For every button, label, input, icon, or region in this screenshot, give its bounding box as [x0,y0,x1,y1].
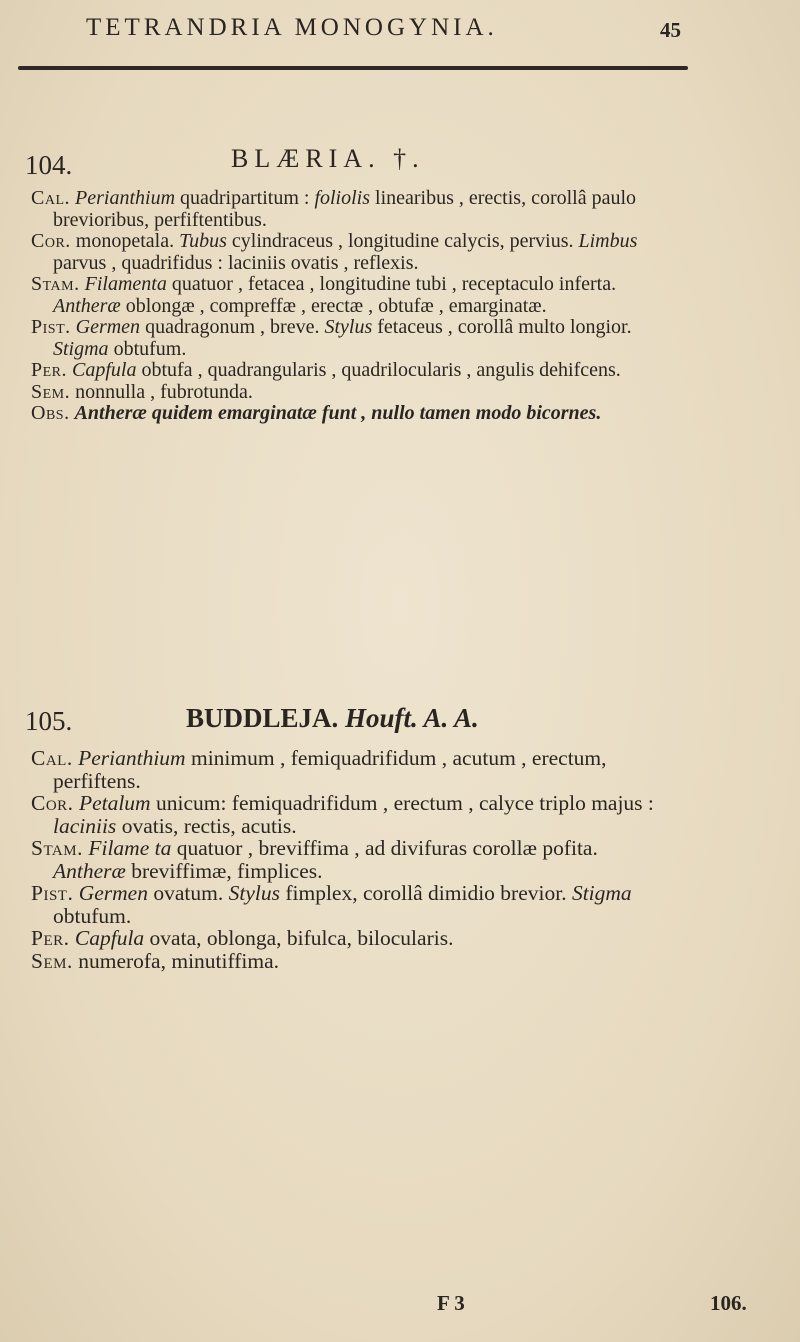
entry-text: obtufum. [53,903,132,928]
entry-label: Sem. [31,948,73,973]
entry-label: Cal. [31,187,71,209]
signature-mark: F 3 [437,1291,465,1315]
entry-text: obtufa , quadrangularis , quadrilocularis , angulis dehifcens. [136,359,621,381]
entry-text: breviffimæ, fimplices. [125,858,323,883]
entry-text: numerofa, minutiffima. [78,948,280,973]
entry-cal [31,747,671,792]
entry-text: Limbus [578,230,638,252]
entry-label: Stam. [31,836,83,860]
entry-text: Capfula [72,359,137,381]
entry-text: quatuor , fetacea , longitudine tubi , receptaculo inferta. [166,273,617,295]
entry-label: Sem. [31,380,71,403]
genus-name-blaeria: BLÆRIA. †. [231,144,425,173]
genus-number-104: 104. [25,150,73,180]
entry-text: ovata, oblonga, bifulca, bilocularis. [144,926,454,950]
entry-text: cylindraceus , longitudine calycis, pervius. [226,230,579,252]
entry-text: oblongæ , compreffæ , erectæ , obtufæ , emarginatæ. [120,294,547,317]
entry-text: Filamenta [84,273,167,295]
entry-text: minimum , femiquadrifidum , acutum , erectum, perfiftens. [53,746,607,793]
entry-label: Pist. [31,881,74,905]
genus-number-105: 105. [25,706,73,736]
entry-text: ovatum. [147,881,229,905]
entry-text: quadragonum , breve. [140,316,325,338]
entry-text: Perianthium [75,187,176,209]
entry-label: Cal. [31,746,73,770]
entry-sem [31,950,671,973]
genus-name-text: BUDDLEJA. [186,703,339,733]
entry-cor [31,231,671,274]
entry-text: fimplex, corollâ dimidio brevior. [279,881,572,905]
entry-label: Per. [31,926,70,950]
entry-text: Perianthium [78,746,186,770]
entry-text: unicum: femiquadrifidum , erectum , calyce triplo majus : [150,791,654,815]
entry-text: parvus , quadrifidus : laciniis ovatis , reflexis. [53,251,419,274]
entry-text: foliolis [314,187,371,209]
entry-text: Capfula [74,926,145,950]
entry-text: Antheræ [53,858,126,883]
entry-text: fetaceus , corollâ multo longior. [372,316,632,338]
entry-label: Per. [31,359,68,381]
entry-per [31,360,671,382]
entry-text: Stigma [53,337,109,360]
entry-text: ovatis, rectis, acutis. [116,813,297,838]
entry-per [31,927,671,950]
entry-text: laciniis [53,813,117,838]
entry-text: quadripartitum : [175,187,315,209]
entry-label: Stam. [31,273,80,295]
entry-text: Stigma [571,881,632,905]
entry-text: linearibus , erectis, corollâ paulo brevioribus, perfiftentibus. [53,187,637,231]
running-head: TETRANDRIA MONOGYNIA. [86,14,498,41]
description-buddleja [31,747,671,972]
genus-name-buddleja [186,703,479,734]
entry-text: Antheræ quidem emarginatæ funt , nullo tamen modo bicornes. [74,402,602,424]
entry-sem [31,382,671,404]
entry-text: Antheræ [53,294,121,317]
page-number: 45 [660,18,681,42]
entry-text: quatuor , breviffima , ad divifuras corollæ pofita. [171,836,598,860]
entry-stam [31,837,671,882]
entry-pist [31,882,671,927]
catchword: 106. [710,1291,747,1315]
genus-author: Houft. A. A. [345,703,479,733]
entry-text: Germen [75,316,141,338]
entry-label: Pist. [31,316,71,338]
entry-text: Filame ta [88,836,172,860]
header-rule [18,66,688,70]
entry-text: obtufum. [108,337,187,360]
description-blaeria [31,188,671,425]
entry-label: Obs. [31,402,70,424]
entry-text: Tubus [179,230,227,252]
entry-text: monopetala. [75,230,180,252]
entry-label: Cor. [31,230,71,252]
entry-pist [31,317,671,360]
entry-stam [31,274,671,317]
entry-cor [31,792,671,837]
entry-text: nonnulla , fubrotunda. [75,380,253,403]
entry-cal [31,188,671,231]
entry-text: Stylus [228,881,280,905]
entry-text: Stylus [324,316,373,338]
entry-obs [31,403,671,425]
entry-text: Germen [78,881,148,905]
entry-text: Petalum [78,791,151,815]
entry-label: Cor. [31,791,74,815]
